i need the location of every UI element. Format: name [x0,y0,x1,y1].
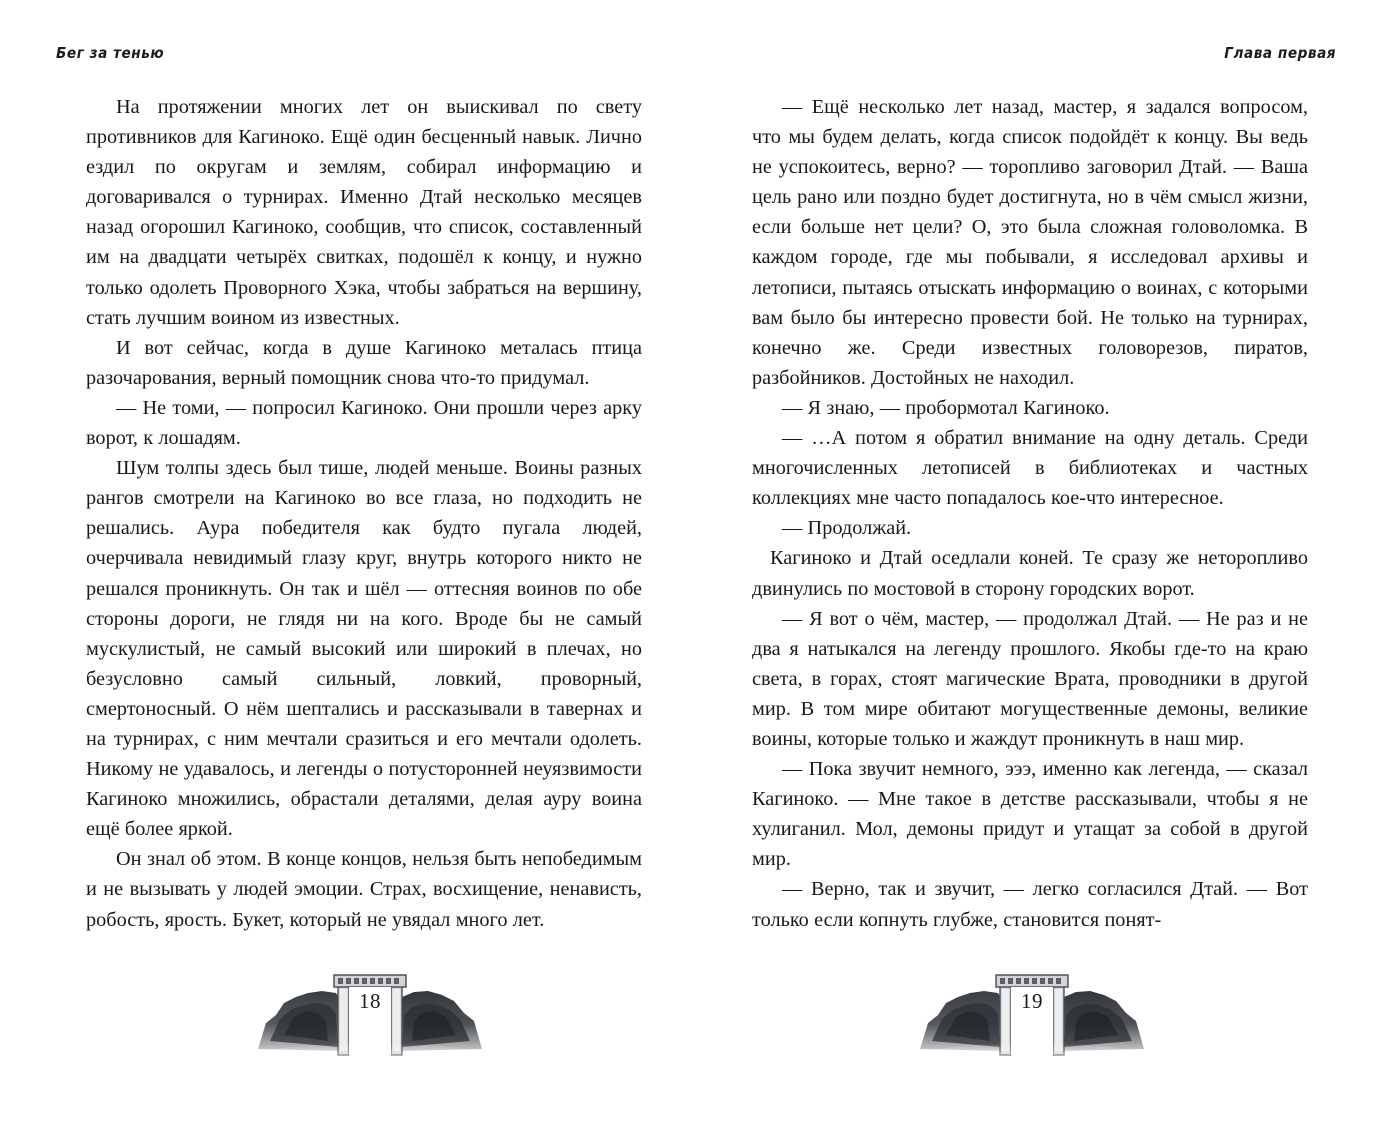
paragraph: — Я знаю, — пробормотал Кагиноко. [782,396,1110,419]
paragraph: — Не томи, — попросил Кагиноко. Они прошли через арку ворот, к лошадям. [86,396,642,450]
running-head-verso: Бег за тенью [56,44,165,62]
page-number: 19 [1021,989,1043,1013]
paragraph: — Пока звучит немного, эээ, именно как легенда, — сказал Кагиноко. — Мне такое в детстве рассказывали, чтобы я не хулиганил. Мол, демоны придут и утащат за собой в другой мир. [752,758,1308,871]
paragraph: На протяжении многих лет он выискивал по свету противников для Кагиноко. Ещё один бесценный навык. Лично ездил по округам и землям, собирал информацию и договаривался о турнирах. Именно Дтай несколько месяцев назад огорошил Кагиноко, сообщив, что список, составленный им на двадцати четырёх свитках, подошёл к концу, и нужно только одолеть Проворного Хэка, чтобы забраться на вершину, стать лучшим воином из известных. [86,96,642,329]
paragraph: — …А потом я обратил внимание на одну деталь. Среди многочисленных летописей в библиотеках и частных коллекциях мне часто попадалось кое-что интересное. [752,427,1308,510]
paragraph: И вот сейчас, когда в душе Кагиноко металась птица разочарования, верный помощник снова что-то придумал. [86,336,642,389]
paragraph: — Ещё несколько лет назад, мастер, я задался вопросом, что мы будем делать, когда список подойдёт к концу. Вы ведь не успокоитесь, верно? — торопливо заговорил Дтай. — Ваша цель рано или поздно будет достигнута, но в чём смысл жизни, если больше нет цели? О, это была сложная головоломка. В каждом городе, где мы побывали, я исследовал архивы и летописи, пытаясь отыскать информацию о воинах, с которыми вам было бы интересно провести бой. Не только на турнирах, конечно же. Среди известных головорезов, пиратов, разбойников. Достойных не находил. [752,96,1308,389]
paragraph: Он знал об этом. В конце концов, нельзя быть непобедимым и не вызывать у людей эмоции. Страх, восхищение, ненависть, робость, ярость. Букет, который не увядал много лет. [86,848,642,931]
folio-ornament-right [912,963,1152,1073]
text-columns [0,92,1392,972]
folio-ornament-left [250,963,490,1073]
column-left-page-18 [86,92,642,935]
column-right-page-19 [752,92,1308,935]
paragraph: — Продолжай. [782,517,912,540]
page-number: 18 [359,989,381,1013]
paragraph: Кагиноко и Дтай оседлали коней. Те сразу же неторопливо двинулись по мостовой в сторону городских ворот. [752,547,1308,600]
stone-gate-icon [250,963,490,1073]
paragraph: Шум толпы здесь был тише, людей меньше. Воины разных рангов смотрели на Кагиноко во все глаза, но подходить не решались. Аура победителя как будто пугала людей, очерчивала невидимый глазу круг, внутрь которого никто не решался проникнуть. Он так и шёл — оттесняя воинов по обе стороны дороги, не глядя ни на кого. Вроде бы не самый мускулистый, не самый высокий или широкий в плечах, но безусловно самый сильный, ловкий, проворный, смертоносный. О нём шептались и рассказывали в тавернах и на турнирах, с ним мечтали сразиться и его мечтали одолеть. Никому не удавалось, и легенды о потусторонней неуязвимости Кагиноко множились, обрастали деталями, делая ауру воина ещё более яркой. [86,457,642,841]
paragraph: — Я вот о чём, мастер, — продолжал Дтай. — Не раз и не два я натыкался на легенду прошлого. Якобы где-то на краю света, в горах, стоят магические Врата, проводники в другой мир. В том мире обитают могущественные демоны, великие воины, которые только и жаждут проникнуть в наш мир. [752,607,1308,750]
running-head-recto: Глава первая [1224,44,1336,62]
paragraph: — Верно, так и звучит, — легко согласился Дтай. — Вот только если копнуть глубже, становится понят- [752,878,1308,931]
stone-gate-icon [912,963,1152,1073]
